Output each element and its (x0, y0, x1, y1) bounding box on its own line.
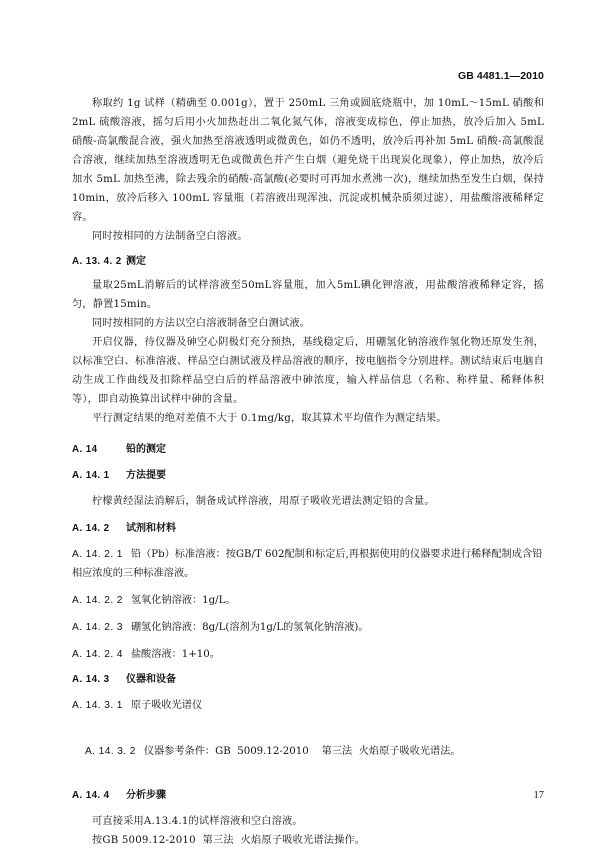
item-a1432 (72, 723, 544, 780)
item-number: A. 14. 3. 1 (72, 700, 123, 711)
heading-a142 (72, 521, 544, 537)
paragraph-measure-4: 平行测定结果的绝对差值不大于 0.1mg/kg，取其算术平均值作为测定结果。 (92, 413, 447, 424)
item-number: A. 14. 2. 3 (72, 622, 123, 633)
page-number: 17 (533, 790, 544, 801)
item-a1421 (72, 545, 544, 583)
section-number: A. 14 (72, 444, 98, 455)
section-title: 铅的测定 (126, 444, 166, 455)
heading-a14 (72, 442, 544, 458)
heading-a1342 (72, 254, 544, 270)
document-body (72, 94, 544, 850)
section-title: 试剂和材料 (126, 523, 176, 534)
heading-a144 (72, 788, 544, 804)
section-number: A. 14. 3 (72, 674, 110, 685)
section-number: A. 14. 2 (72, 523, 110, 534)
item-text: 硼氢化钠溶液：8g/L(溶剂为1g/L的氢氧化钠溶液)。 (130, 622, 369, 633)
item-number: A. 14. 2. 4 (72, 649, 123, 660)
paragraph-digestion: 称取约 1g 试样（精确至 0.001g），置于 250mL 三角或圆底烧瓶中，加 10mL～15mL 硝酸和 2mL 硫酸溶液，摇匀后用小火加热赶出二氧化氮气体，溶液变成棕色，停止加热，放冷后加入 5mL 硝酸-高氯酸混合液，强火加热至溶液透明或微黄色，如仍不透明，放冷后再补加 5mL 硝酸-高氯酸混合溶液，继续加热至溶液透明无色或微黄色并产生白烟（避免烧干出现炭化现象），停止加热，放冷后加水 5mL 加热至沸，除去残余的硝酸-高氯酸(必要时可再加水煮沸一次)，继续加热至发生白烟，保持 10min，放冷后移入 100mL 容量瓶（若溶液出现浑浊、沉淀或机械杂质须过滤），用盐酸溶液稀释定容。 (72, 98, 544, 223)
item-text: 原子吸收光谱仪 (130, 700, 203, 711)
item-text: 铅（Pb）标准溶液：按GB/T 602配制和标定后,再根据使用的仪器要求进行稀释配制成含铅相应浓度的三种标准溶液。 (72, 549, 543, 579)
item-number: A. 14. 3. 2 (84, 746, 136, 757)
item-text: 仪器参考条件：GB 5009.12-2010 第三法 火焰原子吸收光谱法。 (143, 746, 461, 757)
heading-a141 (72, 468, 544, 484)
item-a1424 (72, 645, 544, 664)
section-title: 分析步骤 (126, 790, 166, 801)
paragraph-method-summary: 柠檬黄经湿法消解后，制备成试样溶液，用原子吸收光谱法测定铅的含量。 (92, 496, 435, 507)
paragraph-analysis-1: 可直接采用A.13.4.1的试样溶液和空白溶液。 (92, 816, 303, 827)
section-number: A. 14. 1 (72, 470, 110, 481)
section-title: 仪器和设备 (126, 674, 176, 685)
paragraph-measure-2: 同时按相同的方法以空白溶液制备空白测试液。 (92, 318, 311, 329)
section-number: A. 14. 4 (72, 790, 110, 801)
paragraph-measure-1: 量取25mL消解后的试样溶液至50mL容量瓶，加入5mL碘化钾溶液，用盐酸溶液稀释定容，摇匀，静置15min。 (72, 280, 544, 310)
item-a1422 (72, 591, 544, 610)
standard-number: GB 4481.1—2010 (457, 70, 544, 82)
paragraph-blank-prep: 同时按相同的方法制备空白溶液。 (92, 231, 248, 242)
item-number: A. 14. 2. 1 (72, 549, 123, 560)
section-number: A. 13. 4. 2 (72, 256, 122, 267)
heading-a143 (72, 672, 544, 688)
item-a1423 (72, 618, 544, 637)
item-text: 盐酸溶液：1+10。 (130, 649, 220, 660)
item-a1431 (72, 696, 544, 715)
paragraph-analysis-2: 按GB 5009.12-2010 第三法 火焰原子吸收光谱法操作。 (92, 835, 366, 846)
item-text: 氢氧化钠溶液：1g/L。 (130, 595, 236, 606)
paragraph-measure-3: 开启仪器，待仪器及砷空心阴极灯充分预热，基线稳定后，用硼氢化钠溶液作氢化物还原发生剂，以标准空白、标准溶液、样品空白测试液及样品溶液的顺序，按电脑指令分别进样。测试结束后电脑自动生成工作曲线及扣除样品空白后的样品溶液中砷浓度，输入样品信息（名称、称样量、稀释体积等），即自动换算出试样中砷的含量。 (72, 337, 544, 405)
item-number: A. 14. 2. 2 (72, 595, 123, 606)
section-title: 测定 (126, 256, 146, 267)
section-title: 方法提要 (126, 470, 166, 481)
